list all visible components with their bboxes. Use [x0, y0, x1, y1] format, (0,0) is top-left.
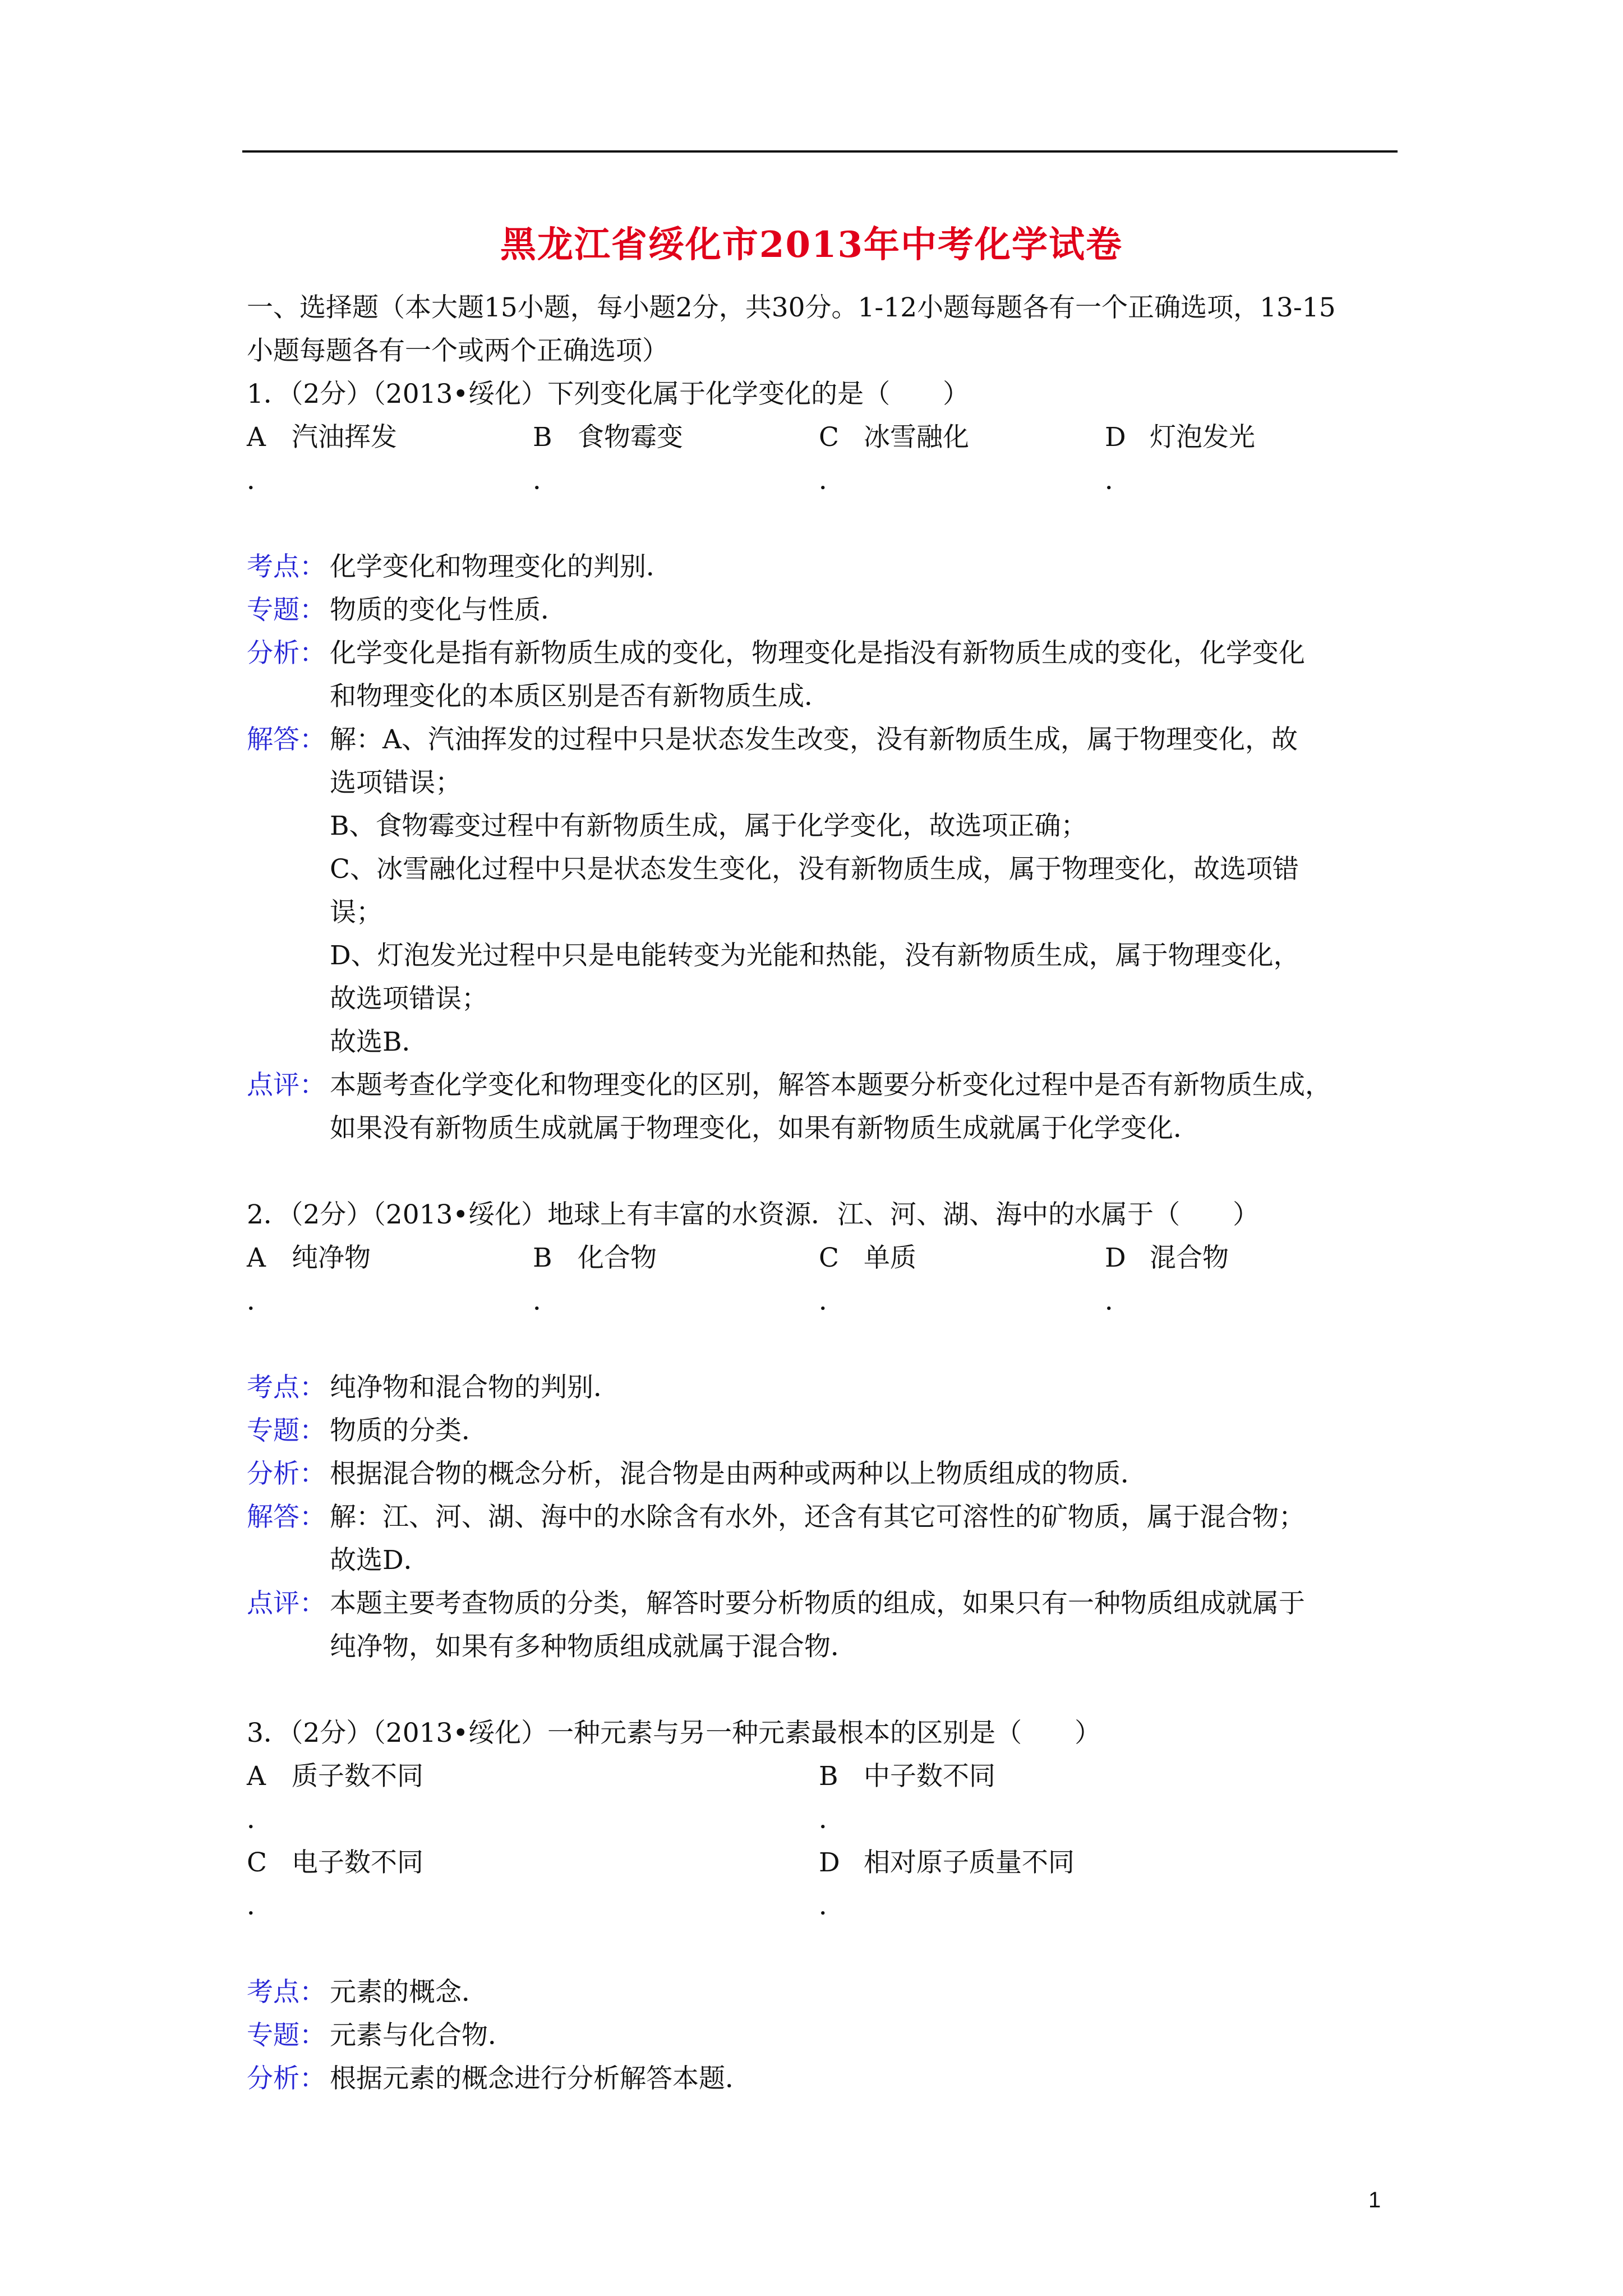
- fenxi-label: 分析：: [247, 2063, 326, 2094]
- choice-dot: ．: [1105, 465, 1131, 496]
- section-heading-line2: 小题每题各有一个或两个正确选项）: [247, 335, 668, 366]
- question-1-choices: [247, 416, 1402, 502]
- choice-text: 中子数不同: [864, 1761, 995, 1792]
- kaodian-label: 考点：: [247, 1372, 326, 1403]
- q1-dianping: [247, 1064, 1402, 1150]
- zhuanti-label: 专题：: [247, 595, 326, 625]
- header-rule: [242, 150, 1398, 153]
- jieda-line: 故选项错误；: [330, 983, 488, 1014]
- choice-text: 食物霉变: [578, 422, 683, 453]
- choice-dot: ．: [247, 1804, 273, 1835]
- choice-text: 相对原子质量不同: [864, 1847, 1075, 1878]
- dianping-label: 点评：: [247, 1070, 326, 1101]
- choice-text: 冰雪融化: [864, 422, 969, 453]
- kaodian-label: 考点：: [247, 1977, 326, 2008]
- choice-letter: D: [1105, 1243, 1126, 1273]
- choice-dot: ．: [247, 465, 273, 496]
- choice-letter: A: [247, 422, 266, 453]
- zhuanti-text: 物质的分类．: [330, 1415, 488, 1446]
- q1-fenxi: [247, 632, 1402, 718]
- fenxi-line: 和物理变化的本质区别是否有新物质生成．: [330, 681, 831, 712]
- q3-kaodian: [247, 1971, 1402, 2014]
- fenxi-line: 根据混合物的概念分析，混合物是由两种或两种以上物质组成的物质．: [330, 1458, 1147, 1489]
- choice-dot: ．: [819, 1804, 845, 1835]
- choice-text: 电子数不同: [292, 1847, 423, 1878]
- choice-dot: ．: [819, 1890, 845, 1921]
- jieda-line: 误；: [330, 897, 382, 928]
- zhuanti-label: 专题：: [247, 1415, 326, 1446]
- kaodian-text: 元素的概念．: [330, 1977, 488, 2008]
- question-3-choices: [247, 1755, 1402, 1927]
- question-1-stem: 1．（2分）（2013•绥化）下列变化属于化学变化的是（ ）: [247, 379, 970, 409]
- section-heading-line1: 一、选择题（本大题15小题，每小题2分，共30分。1-12小题每题各有一个正确选项，13-15: [247, 292, 1336, 323]
- choice-dot: ．: [533, 465, 559, 496]
- choice-letter: A: [247, 1761, 266, 1792]
- choice-text: 质子数不同: [292, 1761, 423, 1792]
- choice-letter: C: [819, 422, 839, 453]
- jieda-line: 故选D．: [330, 1545, 430, 1576]
- question-2-choices: [247, 1236, 1402, 1323]
- question-2-stem: 2．（2分）（2013•绥化）地球上有丰富的水资源．江、河、湖、海中的水属于（ ）: [247, 1199, 1260, 1230]
- jieda-line: 解：江、河、湖、海中的水除含有水外，还含有其它可溶性的矿物质，属于混合物；: [330, 1502, 1305, 1533]
- dianping-line: 本题考查化学变化和物理变化的区别，解答本题要分析变化过程中是否有新物质生成，: [330, 1070, 1331, 1101]
- dianping-line: 本题主要考查物质的分类，解答时要分析物质的组成，如果只有一种物质组成就属于: [330, 1588, 1305, 1619]
- choice-dot: ．: [819, 465, 845, 496]
- jieda-line: 解：A、汽油挥发的过程中只是状态发生改变，没有新物质生成，属于物理变化，故: [330, 724, 1298, 755]
- q2-kaodian: [247, 1366, 1402, 1409]
- choice-text: 汽油挥发: [292, 422, 397, 453]
- zhuanti-text: 物质的变化与性质．: [330, 595, 567, 625]
- choice-letter: C: [247, 1847, 267, 1878]
- choice-text: 灯泡发光: [1150, 422, 1255, 453]
- jieda-label: 解答：: [247, 724, 326, 755]
- choice-text: 化合物: [578, 1243, 657, 1273]
- choice-dot: ．: [819, 1286, 845, 1317]
- q3-fenxi: [247, 2057, 1402, 2100]
- jieda-label: 解答：: [247, 1502, 326, 1533]
- choice-text: 纯净物: [292, 1243, 371, 1273]
- q1-kaodian: [247, 545, 1402, 588]
- choice-letter: B: [533, 422, 552, 453]
- kaodian-label: 考点：: [247, 551, 326, 582]
- jieda-line: B、食物霉变过程中有新物质生成，属于化学变化，故选项正确；: [330, 811, 1087, 841]
- q2-fenxi: [247, 1452, 1402, 1496]
- jieda-line: 选项错误；: [330, 767, 462, 798]
- fenxi-label: 分析：: [247, 1458, 326, 1489]
- choice-letter: D: [1105, 422, 1126, 453]
- dianping-line: 如果没有新物质生成就属于物理变化，如果有新物质生成就属于化学变化．: [330, 1113, 1200, 1144]
- q2-zhuanti: [247, 1409, 1402, 1452]
- fenxi-label: 分析：: [247, 638, 326, 669]
- jieda-line: 故选B．: [330, 1027, 428, 1057]
- q2-dianping: [247, 1582, 1402, 1668]
- dianping-label: 点评：: [247, 1588, 326, 1619]
- exam-content: [247, 286, 1402, 2100]
- choice-letter: A: [247, 1243, 266, 1273]
- jieda-line: D、灯泡发光过程中只是电能转变为光能和热能，没有新物质生成，属于物理变化，: [330, 940, 1300, 971]
- q2-jieda: [247, 1496, 1402, 1582]
- jieda-line: C、冰雪融化过程中只是状态发生变化，没有新物质生成，属于物理变化，故选项错: [330, 854, 1299, 885]
- question-3-stem: 3．（2分）（2013•绥化）一种元素与另一种元素最根本的区别是（ ）: [247, 1718, 1101, 1749]
- fenxi-line: 根据元素的概念进行分析解答本题．: [330, 2063, 751, 2094]
- choice-dot: ．: [247, 1890, 273, 1921]
- fenxi-line: 化学变化是指有新物质生成的变化，物理变化是指没有新物质生成的变化，化学变化: [330, 638, 1305, 669]
- kaodian-text: 纯净物和混合物的判别．: [330, 1372, 620, 1403]
- choice-dot: ．: [247, 1286, 273, 1317]
- choice-letter: C: [819, 1243, 839, 1273]
- q1-zhuanti: [247, 588, 1402, 632]
- page-number: 1: [1368, 2188, 1381, 2212]
- choice-text: 单质: [864, 1243, 916, 1273]
- choice-dot: ．: [1105, 1286, 1131, 1317]
- choice-letter: D: [819, 1847, 840, 1878]
- choice-letter: B: [533, 1243, 552, 1273]
- dianping-line: 纯净物，如果有多种物质组成就属于混合物．: [330, 1631, 857, 1662]
- zhuanti-label: 专题：: [247, 2020, 326, 2051]
- zhuanti-text: 元素与化合物．: [330, 2020, 514, 2051]
- kaodian-text: 化学变化和物理变化的判别．: [330, 551, 672, 582]
- page-title: 黑龙江省绥化市2013年中考化学试卷: [500, 224, 1123, 266]
- q1-jieda: [247, 718, 1402, 1064]
- choice-text: 混合物: [1150, 1243, 1229, 1273]
- choice-letter: B: [819, 1761, 838, 1792]
- choice-dot: ．: [533, 1286, 559, 1317]
- q3-zhuanti: [247, 2014, 1402, 2057]
